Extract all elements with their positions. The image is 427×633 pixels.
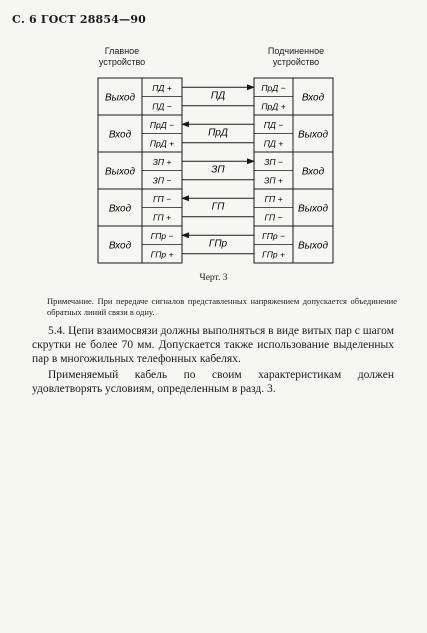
right-port-label: Вход — [301, 166, 325, 178]
right-heading-line2: устройство — [272, 57, 320, 67]
note: Примечание. При передаче сигналов представленных напряжением допускается объединение обратных линий связи в одну. — [47, 296, 397, 317]
right-terminal-label: ГП + — [264, 193, 283, 204]
left-terminal-label: ПД − — [152, 101, 172, 112]
left-port-label: Вход — [108, 129, 132, 141]
left-terminal-label: ПрД + — [149, 138, 175, 149]
signal-label: ПрД — [208, 127, 228, 139]
left-port-label: Вход — [108, 240, 132, 252]
right-terminal-label: ГПр + — [262, 249, 285, 260]
left-terminal-label: ГП − — [152, 193, 172, 204]
figure-caption: Черт. 3 — [199, 273, 228, 283]
right-port-label: Вход — [301, 92, 325, 104]
right-terminal-label: ПрД − — [261, 82, 286, 93]
signal-label: ГП — [211, 201, 225, 213]
left-heading-line1: Главное — [104, 46, 140, 56]
left-terminal-label: ПрД − — [149, 119, 175, 130]
left-terminal-label: ЗП − — [152, 175, 172, 186]
signal-label: ПД — [210, 90, 226, 102]
right-terminal-label: ЗП − — [264, 156, 283, 167]
right-port-label: Выход — [297, 129, 329, 141]
signal-label: ЗП — [211, 164, 225, 176]
right-terminal-label: ПД − — [263, 119, 284, 130]
interface-diagram — [0, 0, 427, 300]
paragraph-cable — [32, 368, 394, 396]
page-header: С. 6 ГОСТ 28854—90 — [12, 13, 147, 26]
left-port-label: Вход — [108, 203, 132, 215]
right-terminal-label: ГП − — [264, 212, 283, 223]
left-heading-line2: устройство — [98, 57, 146, 67]
left-port-label: Выход — [104, 166, 136, 178]
right-terminal-label: ПД + — [263, 138, 284, 149]
left-terminal-label: ГПр − — [150, 230, 174, 241]
paragraph-5-4 — [32, 324, 394, 366]
left-terminal-label: ГП + — [152, 212, 172, 223]
left-terminal-label: ЗП + — [152, 156, 172, 167]
right-terminal-label: ПрД + — [261, 101, 286, 112]
right-terminal-label: ЗП + — [264, 175, 283, 186]
paragraph-5-4-text: 5.4. Цепи взаимосвязи должны выполняться в виде витых пар с шагом скрутки не более 70 мм. Допускается также использование выделенных пар в многожильных телефонных кабелях. — [32, 325, 394, 365]
right-terminal-label: ГПр − — [262, 230, 285, 241]
left-port-label: Выход — [104, 92, 136, 104]
signal-label: ГПр — [208, 238, 228, 250]
left-terminal-label: ПД + — [152, 82, 172, 93]
right-heading-line1: Подчиненное — [267, 46, 325, 56]
left-terminal-label: ГПр + — [150, 249, 174, 260]
right-port-label: Выход — [297, 203, 329, 215]
paragraph-cable-text: Применяемый кабель по своим характеристикам должен удовлетворять условиям, определенным в разд. 3. — [32, 369, 394, 395]
right-port-label: Выход — [297, 240, 329, 252]
